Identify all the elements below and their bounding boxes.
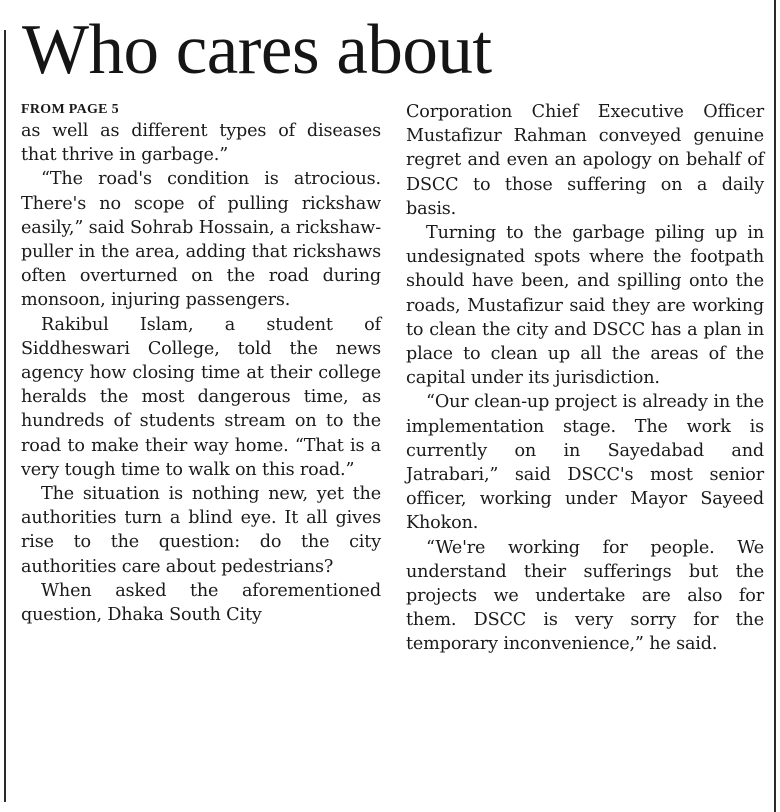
right-edge-rule: [774, 0, 776, 812]
paragraph: When asked the aforementioned question, Dhaka South City: [21, 580, 381, 626]
paragraph: “The road's condition is atrocious. There's no scope of pulling rickshaw easily,” said Sohrab Hossain, a rickshaw-puller in the area, adding that rickshaws often overturned on the road during monsoon, injuring passengers.: [21, 169, 381, 311]
paragraph: Corporation Chief Executive Officer Mustafizur Rahman conveyed genuine regret and even an apology on behalf of DSCC to those suffering on a daily basis.: [406, 102, 764, 219]
paragraph: Turning to the garbage piling up in undesignated spots where the footpath should have been, and spilling onto the roads, Mustafizur said they are working to clean the city and DSCC has a plan in place to clean up all the areas of the capital under its jurisdiction.: [406, 223, 764, 389]
headline: Who cares about: [22, 11, 492, 89]
article-column-right: [406, 100, 764, 657]
paragraph: “Our clean-up project is already in the implementation stage. The work is currently on in Sayedabad and Jatrabari,” said DSCC's most senior officer, working under Mayor Sayeed Khokon.: [406, 392, 764, 534]
article-column-left: [21, 100, 381, 627]
paragraph: as well as different types of diseases that thrive in garbage.”: [21, 121, 381, 166]
paragraph: The situation is nothing new, yet the authorities turn a blind eye. It all gives rise to the question: do the city authorities care about pedestrians?: [21, 484, 381, 577]
paragraph: “We're working for people. We understand their sufferings but the projects we undertake are also for them. DSCC is very sorry for the temporary inconvenience,” he said.: [406, 537, 764, 655]
left-column-rule: [4, 30, 6, 802]
paragraph: Rakibul Islam, a student of Siddheswari College, told the news agency how closing time at their college heralds the most dangerous time, as hundreds of students stream on to the road to make their way home. “That is a very tough time to walk on this road.”: [21, 314, 381, 480]
jump-line: FROM PAGE 5: [21, 102, 119, 117]
